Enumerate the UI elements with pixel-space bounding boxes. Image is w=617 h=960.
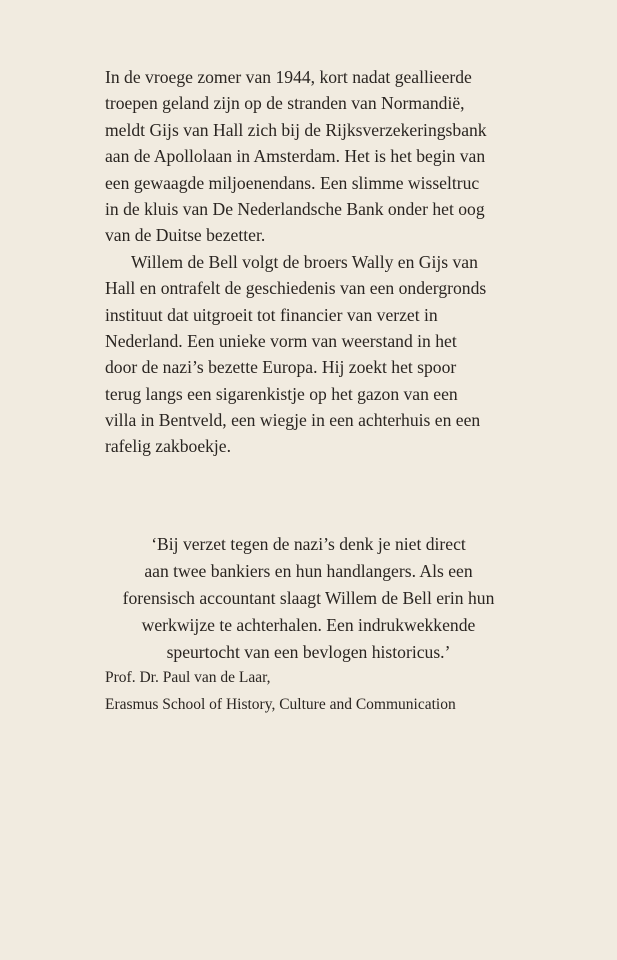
quote-line: aan twee bankiers en hun handlangers. Als een: [144, 561, 473, 581]
paragraph-2: [105, 249, 487, 460]
text-line: meldt Gijs van Hall zich bij de Rijksverzekeringsbank: [105, 119, 487, 140]
paragraph-1: [105, 64, 487, 249]
quote-attribution: [105, 664, 456, 718]
text-line: terug langs een sigarenkistje op het gazon van een: [105, 383, 458, 404]
text-line: Nederland. Een unieke vorm van weerstand in het: [105, 330, 457, 351]
text-line: troepen geland zijn op de stranden van Normandië,: [105, 93, 465, 114]
text-line: Hall en ontrafelt de geschiedenis van een ondergronds: [105, 278, 487, 299]
blurb: [105, 64, 487, 460]
text-line: Willem de Bell volgt de broers Wally en Gijs van: [131, 251, 478, 272]
text-line: aan de Apollolaan in Amsterdam. Het is het begin van: [105, 146, 486, 167]
text-line: instituut dat uitgroeit tot financier van verzet in: [105, 304, 438, 325]
attribution-name: Prof. Dr. Paul van de Laar,: [105, 669, 271, 686]
text-line: een gewaagde miljoenendans. Een slimme wisseltruc: [105, 172, 480, 193]
quote-line: speurtocht van een bevlogen historicus.’: [166, 642, 451, 662]
text-line: In de vroege zomer van 1944, kort nadat geallieerde: [105, 67, 472, 87]
quote-line: ‘Bij verzet tegen de nazi’s denk je niet direct: [151, 534, 466, 554]
text-line: in de kluis van De Nederlandsche Bank onder het oog: [105, 198, 485, 219]
attribution-affiliation: Erasmus School of History, Culture and Communication: [105, 696, 456, 713]
quote-line: werkwijze te achterhalen. Een indrukwekkende: [141, 615, 476, 635]
text-line: door de nazi’s bezette Europa. Hij zoekt het spoor: [105, 357, 457, 378]
quote-line: forensisch accountant slaagt Willem de Bell erin hun: [122, 588, 495, 608]
text-line: rafelig zakboekje.: [105, 436, 232, 457]
endorsement-quote: [0, 531, 617, 666]
text-line: van de Duitse bezetter.: [105, 225, 266, 246]
text-line: villa in Bentveld, een wiegje in een achterhuis en een: [105, 410, 481, 431]
